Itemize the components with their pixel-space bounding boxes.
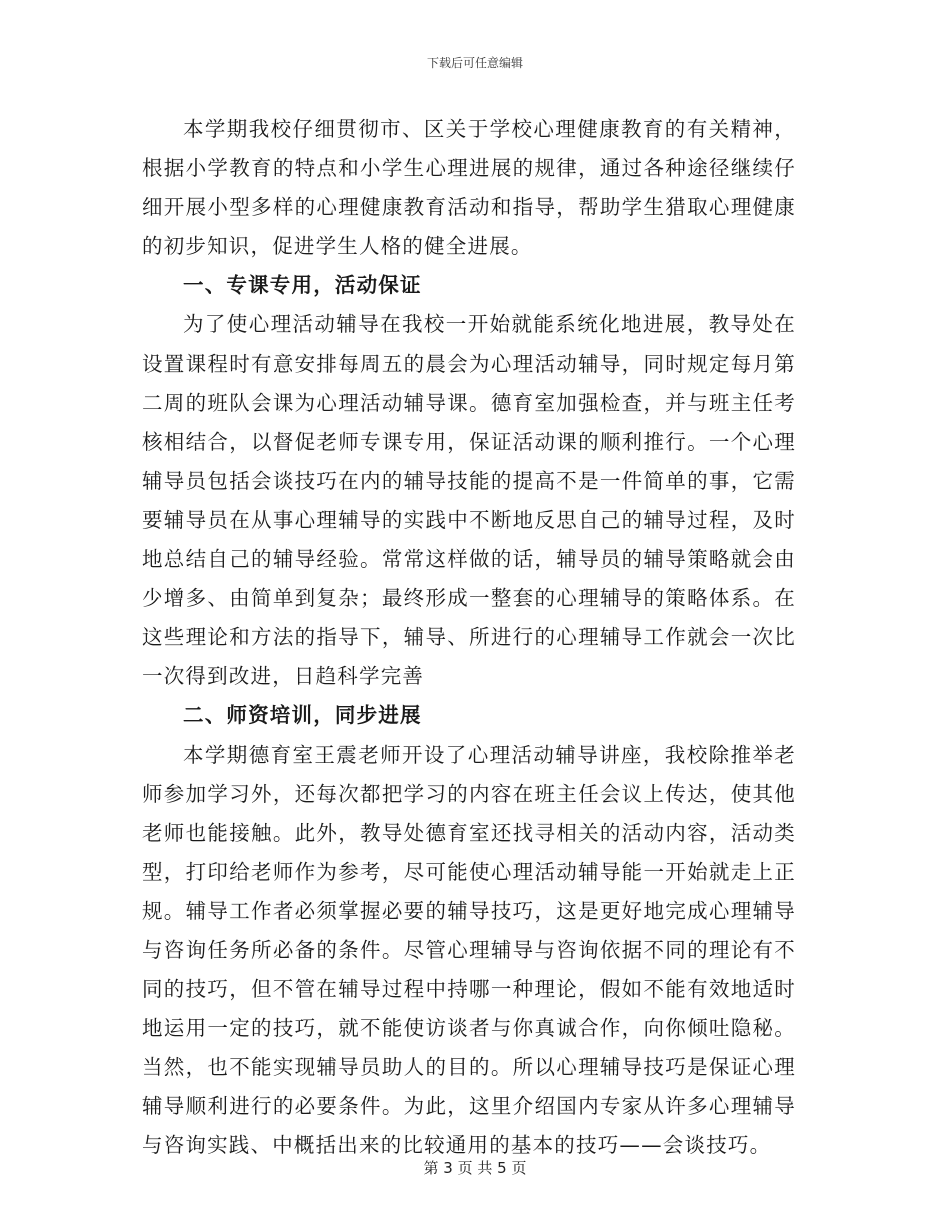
header-note: 下载后可任意编辑	[426, 56, 523, 70]
document-body	[142, 110, 796, 1166]
section-1-heading: 一、专课专用，活动保证	[183, 273, 422, 298]
intro-paragraph: 本学期我校仔细贯彻市、区关于学校心理健康教育的有关精神，根据小学教育的特点和小学生心理进展的规律，通过各种途径继续仔细开展小型多样的心理健康教育活动和指导，帮助学生猎取心理健康的初步知识，促进学生人格的健全进展。	[142, 117, 796, 259]
section-1-paragraph: 为了使心理活动辅导在我校一开始就能系统化地进展，教导处在设置课程时有意安排每周五的晨会为心理活动辅导，同时规定每月第二周的班队会课为心理活动辅导课。德育室加强检查，并与班主任考核相结合，以督促老师专课专用，保证活动课的顺利推行。一个心理辅导员包括会谈技巧在内的辅导技能的提高不是一件简单的事，它需要辅导员在从事心理辅导的实践中不断地反思自己的辅导过程，及时地总结自己的辅导经验。常常这样做的话，辅导员的辅导策略就会由少增多、由简单到复杂；最终形成一整套的心理辅导的策略体系。在这些理论和方法的指导下，辅导、所进行的心理辅导工作就会一次比一次得到改进，日趋科学完善	[142, 312, 796, 689]
section-2-heading: 二、师资培训，同步进展	[183, 703, 422, 728]
page-number: 第 3 页 共 5 页	[423, 1159, 527, 1177]
section-2-paragraph: 本学期德育室王震老师开设了心理活动辅导讲座，我校除推举老师参加学习外，还每次都把学习的内容在班主任会议上传达，使其他老师也能接触。此外，教导处德育室还找寻相关的活动内容，活动类型，打印给老师作为参考，尽可能使心理活动辅导能一开始就走上正规。辅导工作者必须掌握必要的辅导技巧，这是更好地完成心理辅导与咨询任务所必备的条件。尽管心理辅导与咨询依据不同的理论有不同的技巧，但不管在辅导过程中持哪一种理论，假如不能有效地适时地运用一定的技巧，就不能使访谈者与你真诚合作，向你倾吐隐秘。当然，也不能实现辅导员助人的目的。所以心理辅导技巧是保证心理辅导顺利进行的必要条件。为此，这里介绍国内专家从许多心理辅导与咨询实践、中概括出来的比较通用的基本的技巧——会谈技巧。	[142, 742, 796, 1158]
